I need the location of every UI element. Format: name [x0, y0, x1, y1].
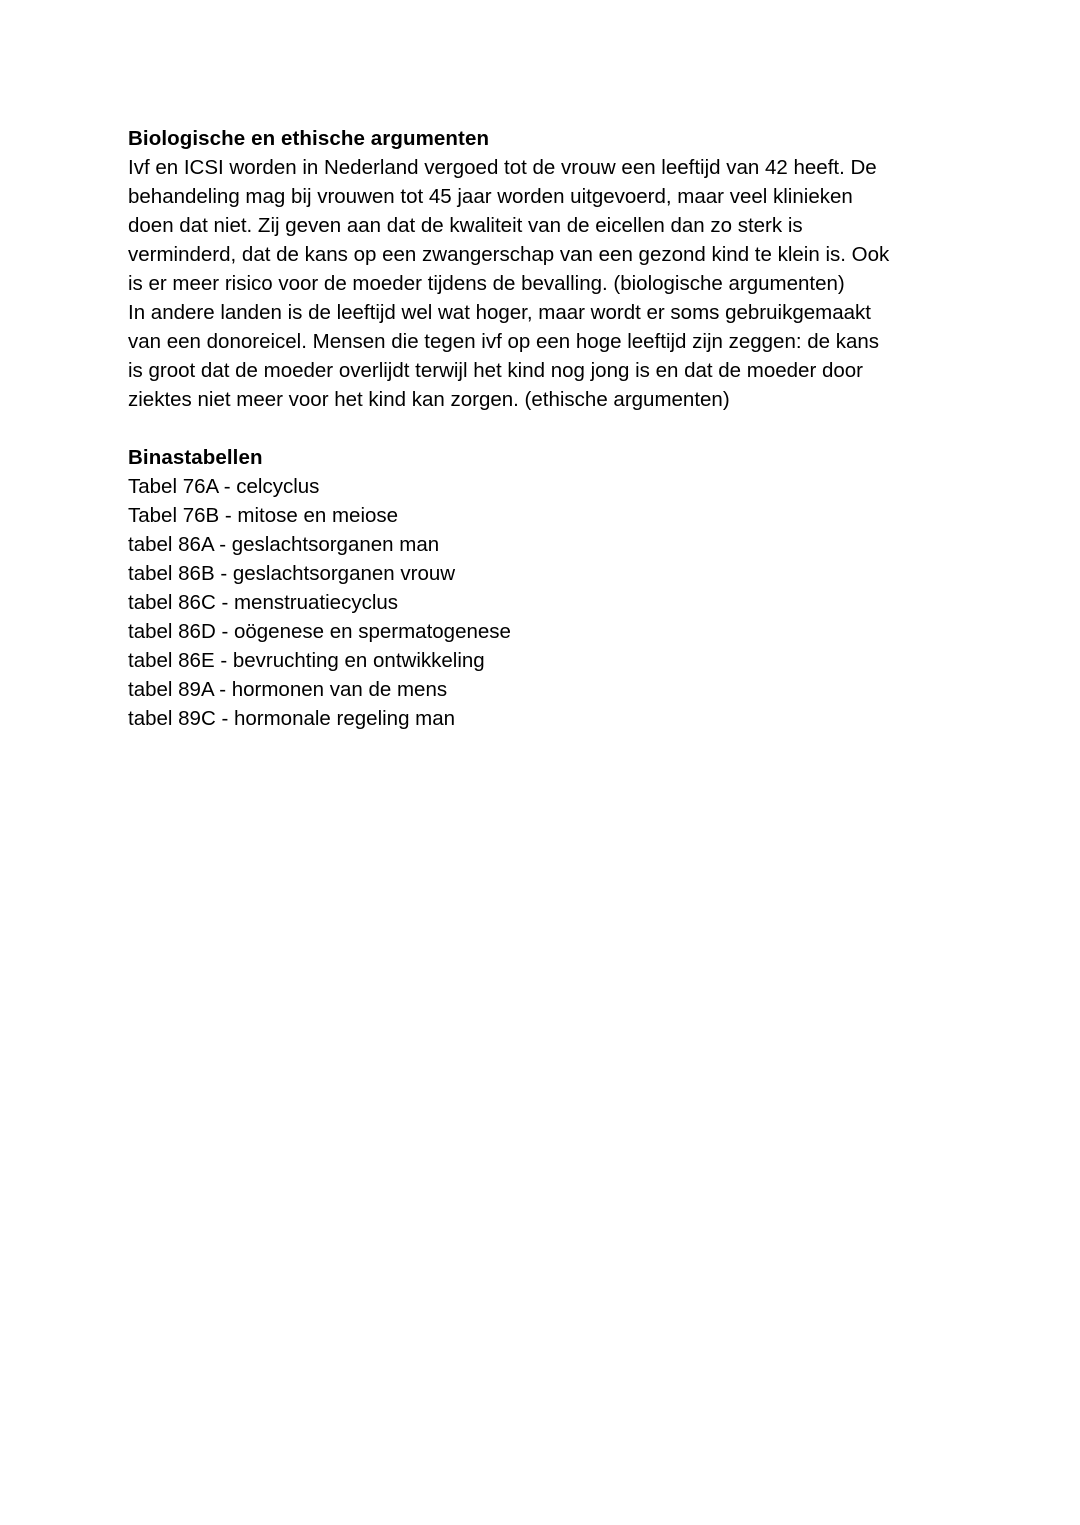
section-biologische-ethische-argumenten	[128, 124, 952, 414]
list-item: Tabel 76A - celcyclus	[128, 475, 320, 498]
paragraph-line: In andere landen is de leeftijd wel wat hoger, maar wordt er soms gebruikgemaakt	[128, 301, 871, 324]
paragraph-line: Ivf en ICSI worden in Nederland vergoed tot de vrouw een leeftijd van 42 heeft. De	[128, 156, 877, 179]
list-item: tabel 89A - hormonen van de mens	[128, 678, 448, 701]
list-item: tabel 86B - geslachtsorganen vrouw	[128, 562, 456, 585]
binastabellen-list	[128, 472, 952, 733]
paragraph-line: verminderd, dat de kans op een zwangerschap van een gezond kind te klein is. Ook	[128, 243, 890, 266]
section-heading-binastabellen: Binastabellen	[128, 446, 263, 469]
section-binastabellen	[128, 443, 952, 733]
paragraph-line: van een donoreicel. Mensen die tegen ivf op een hoge leeftijd zijn zeggen: de kans	[128, 330, 880, 353]
arguments-paragraph	[128, 153, 952, 414]
list-item: Tabel 76B - mitose en meiose	[128, 504, 399, 527]
document-content	[128, 124, 952, 733]
list-item: tabel 86E - bevruchting en ontwikkeling	[128, 649, 485, 672]
paragraph-line: doen dat niet. Zij geven aan dat de kwaliteit van de eicellen dan zo sterk is	[128, 214, 803, 237]
list-item: tabel 86C - menstruatiecyclus	[128, 591, 399, 614]
list-item: tabel 86D - oögenese en spermatogenese	[128, 620, 511, 643]
list-item: tabel 86A - geslachtsorganen man	[128, 533, 440, 556]
paragraph-line: is er meer risico voor de moeder tijdens de bevalling. (biologische argumenten)	[128, 272, 845, 295]
section-heading-arguments: Biologische en ethische argumenten	[128, 127, 490, 150]
paragraph-line: behandeling mag bij vrouwen tot 45 jaar worden uitgevoerd, maar veel klinieken	[128, 185, 853, 208]
list-item: tabel 89C - hormonale regeling man	[128, 707, 456, 730]
paragraph-line: ziektes niet meer voor het kind kan zorgen. (ethische argumenten)	[128, 388, 730, 411]
paragraph-line: is groot dat de moeder overlijdt terwijl het kind nog jong is en dat de moeder door	[128, 359, 864, 382]
